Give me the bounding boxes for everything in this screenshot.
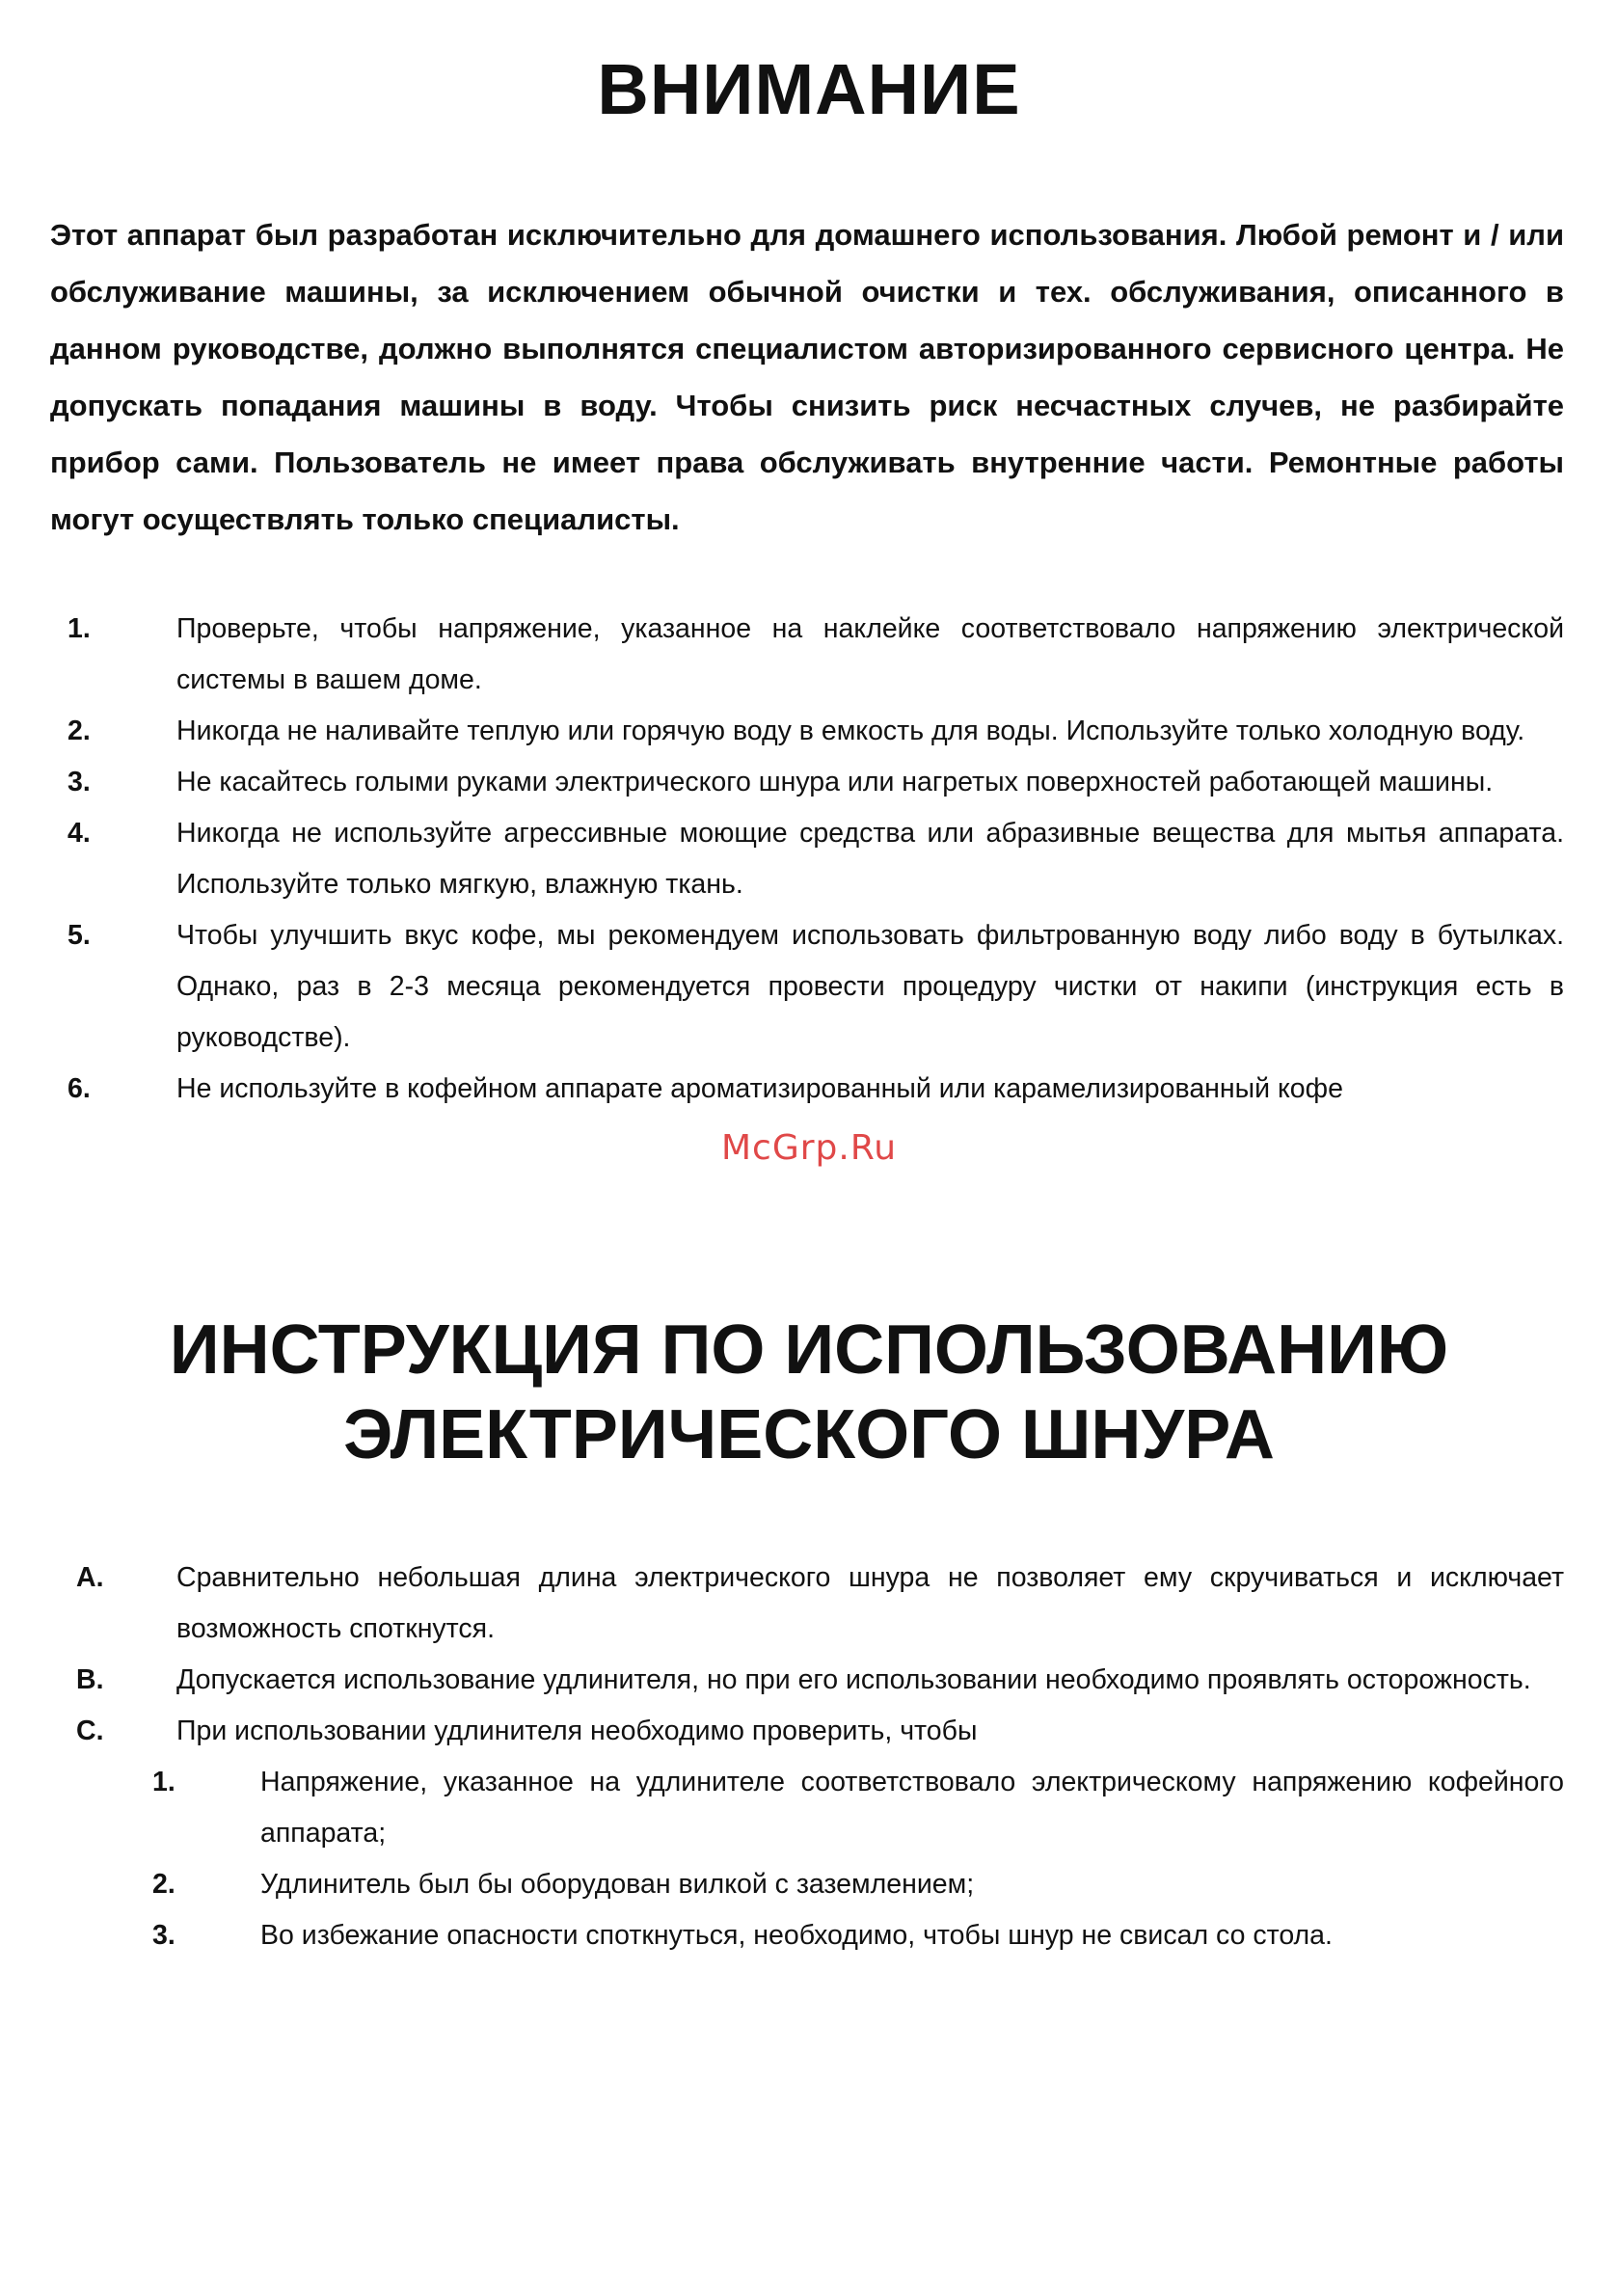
cord-title-line-1: ИНСТРУКЦИЯ ПО ИСПОЛЬЗОВАНИЮ — [169, 1311, 1449, 1389]
list-item — [50, 757, 1564, 808]
warning-list — [50, 604, 1564, 1115]
list-item-text: Никогда не используйте агрессивные моющие средства или абразивные вещества для мытья аппарата. Используйте только мягкую, влажную ткань. — [176, 818, 1564, 900]
list-item — [50, 604, 1564, 706]
list-item — [50, 1655, 1564, 1706]
sublist-item-number: 1. — [152, 1767, 175, 1797]
list-item-text: Не касайтесь голыми руками электрического шнура или нагретых поверхностей работающей машины. — [176, 767, 1494, 797]
sublist-item-text: Во избежание опасности споткнуться, необходимо, чтобы шнур не свисал со стола. — [260, 1920, 1333, 1951]
list-item-text: Сравнительно небольшая длина электрического шнура не позволяет ему скручиваться и исключает возможность споткнутся. — [176, 1562, 1564, 1644]
sublist-item-number: 3. — [152, 1920, 175, 1951]
list-item-letter: A. — [76, 1562, 104, 1593]
list-item-number: 5. — [67, 920, 91, 951]
sublist-item — [50, 1757, 1564, 1859]
list-item — [50, 1064, 1564, 1115]
cord-title-line-2: ЭЛЕКТРИЧЕСКОГО ШНУРА — [343, 1396, 1275, 1473]
watermark: McGrp.Ru — [721, 1128, 898, 1168]
cord-instructions-title — [0, 1308, 1618, 1477]
list-item-text: Чтобы улучшить вкус кофе, мы рекомендуем использовать фильтрованную воду либо воду в бутылках. Однако, раз в 2-3 месяца рекомендуется провести процедуру чистки от накипи (инструкция есть в руководстве). — [176, 920, 1564, 1053]
list-item — [50, 1553, 1564, 1655]
list-item-number: 6. — [67, 1073, 91, 1104]
list-item-number: 4. — [67, 818, 91, 849]
list-item-letter: C. — [76, 1715, 104, 1746]
list-item-text: Допускается использование удлинителя, но при его использовании необходимо проявлять осторожность. — [176, 1664, 1531, 1695]
list-item — [50, 808, 1564, 910]
sublist-item — [50, 1910, 1564, 1961]
list-item-number: 1. — [67, 613, 91, 644]
sublist-item-text: Напряжение, указанное на удлинителе соответствовало электрическому напряжению кофейного аппарата; — [260, 1767, 1564, 1849]
warning-title: ВНИМАНИЕ — [597, 49, 1021, 129]
sublist-item-text: Удлинитель был бы оборудован вилкой с заземлением; — [260, 1869, 975, 1900]
list-item-text: Проверьте, чтобы напряжение, указанное на наклейке соответствовало напряжению электрической системы в вашем доме. — [176, 613, 1564, 695]
extension-cord-sublist — [50, 1757, 1564, 1961]
list-item-text: При использовании удлинителя необходимо проверить, чтобы — [176, 1715, 978, 1746]
sublist-item-number: 2. — [152, 1869, 175, 1900]
list-item — [50, 706, 1564, 757]
list-item — [50, 910, 1564, 1064]
list-item-text: Никогда не наливайте теплую или горячую воду в емкость для воды. Используйте только холодную воду. — [176, 716, 1525, 746]
warning-intro-paragraph: Этот аппарат был разработан исключительно для домашнего использования. Любой ремонт и / или обслуживание машины, за исключением обычной очистки и тех. обслуживания, описанного в данном руководстве, должно выполнятся специалистом авторизированного сервисного центра. Не допускать попадания машины в воду. Чтобы снизить риск несчастных случев, не разбирайте прибор сами. Пользователь не имеет права обслуживать внутренние части. Ремонтные работы могут осуществлять только специалисты. — [50, 218, 1564, 536]
list-item — [50, 1706, 1564, 1757]
list-item-number: 3. — [67, 767, 91, 797]
list-item-number: 2. — [67, 716, 91, 746]
list-item-letter: B. — [76, 1664, 104, 1695]
cord-list — [50, 1553, 1564, 1961]
list-item-text: Не используйте в кофейном аппарате ароматизированный или карамелизированный кофе — [176, 1073, 1343, 1104]
sublist-item — [50, 1859, 1564, 1910]
